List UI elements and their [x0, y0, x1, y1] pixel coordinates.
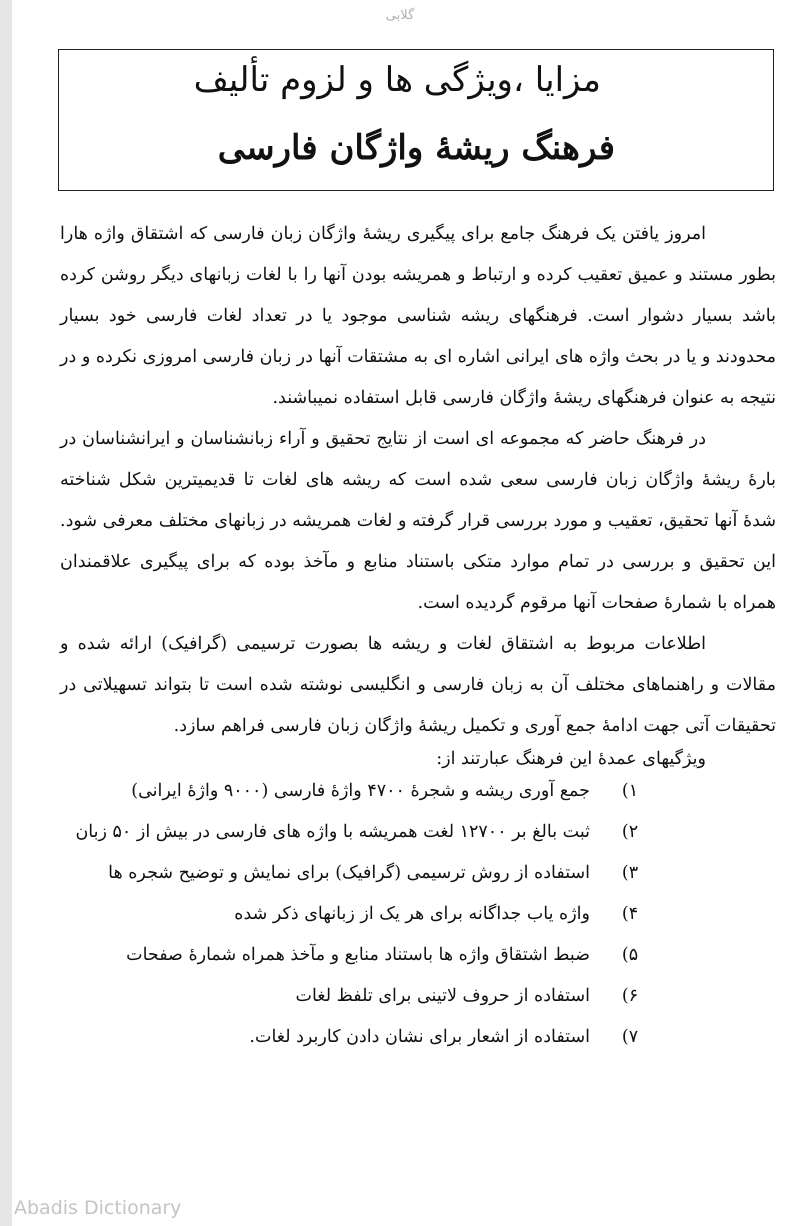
list-item — [60, 935, 776, 976]
page-header-label: گلابی — [385, 8, 415, 23]
list-item — [60, 1017, 776, 1058]
feature-text: ضبط اشتقاق واژه ها باستناد منابع و مآخذ همراه شمارهٔ صفحات — [126, 945, 590, 965]
feature-text: ثبت بالغ بر ۱۲۷۰۰ لغت همریشه با واژه های فارسی در بیش از ۵۰ زبان — [75, 822, 590, 842]
feature-number: ۵) — [621, 945, 639, 965]
feature-text: جمع آوری ریشه و شجرهٔ ۴۷۰۰ واژهٔ فارسی (۹۰۰۰ واژهٔ ایرانی) — [131, 781, 590, 801]
title-line-2: فرهنگ ریشهٔ واژگان فارسی — [217, 128, 615, 168]
list-item — [60, 812, 776, 853]
article-body — [60, 214, 776, 1058]
feature-text: استفاده از روش ترسیمی (گرافیک) برای نمایش و توضیح شجره ها — [108, 863, 590, 883]
feature-number: ۴) — [621, 904, 639, 924]
title-box — [58, 49, 774, 191]
feature-text: استفاده از اشعار برای نشان دادن کاربرد لغات. — [249, 1027, 590, 1047]
paragraph-graphics: اطلاعات مربوط به اشتقاق لغات و ریشه ها بصورت ترسیمی (گرافیک) ارائه شده و مقالات و راهنماهای مختلف آن به زبان فارسی و انگلیسی نوشته شده است تا بتواند تسهیلاتی در تحقیقات آتی جهت ادامهٔ جمع آوری و تکمیل ریشهٔ واژگان زبان فارسی فراهم سازد. — [60, 634, 776, 736]
footer-brand-watermark: Abadis Dictionary — [14, 1197, 182, 1219]
list-item — [60, 894, 776, 935]
feature-number: ۷) — [621, 1027, 639, 1047]
list-item — [60, 976, 776, 1017]
feature-number: ۳) — [621, 863, 639, 883]
feature-number: ۲) — [621, 822, 639, 842]
features-heading: ویژگیهای عمدهٔ این فرهنگ عبارتند از: — [436, 749, 706, 769]
feature-text: استفاده از حروف لاتینی برای تلفظ لغات — [295, 986, 590, 1006]
feature-number: ۱) — [621, 781, 639, 801]
paragraph-intro: امروز یافتن یک فرهنگ جامع برای پیگیری ریشهٔ واژگان زبان فارسی که اشتقاق واژه هارا بطور مستند و عمیق تعقیب کرده و ارتباط و همریشه بودن آنها را با لغات زبانهای دیگر روشن کرده باشد بسیار دشوار است. فرهنگهای ریشه شناسی موجود یا در تعداد لغات فارسی خود بسیار محدودند و یا در بحث واژه های ایرانی اشاره ای به مشتقات آنها در زبان فارسی امروزی نکرده و در نتیجه به عنوان فرهنگهای ریشهٔ واژگان فارسی قابل استفاده نمیباشند. — [60, 224, 776, 408]
list-item — [60, 771, 776, 812]
feature-number: ۶) — [621, 986, 639, 1006]
paragraph-research: در فرهنگ حاضر که مجموعه ای است از نتایج تحقیق و آراء زبانشناسان و ایرانشناسان در بارهٔ ریشهٔ واژگان زبان فارسی سعی شده است که ریشه های لغات تا قدیمیترین شکل شناخته شدهٔ آنها تحقیق، تعقیب و مورد بررسی قرار گرفته و لغات همریشه در زبانهای مختلف معرفی شود. این تحقیق و بررسی در تمام موارد متکی باستناد منابع و مآخذ بوده که برای پیگیری علاقمندان همراه با شمارهٔ صفحات آنها مرقوم گردیده است. — [60, 429, 776, 613]
title-line-1: مزایا ،ویژگی ها و لزوم تألیف — [193, 60, 601, 100]
list-item — [60, 853, 776, 894]
left-margin-strip — [0, 0, 12, 1226]
feature-list — [60, 771, 776, 1058]
feature-text: واژه یاب جداگانه برای هر یک از زبانهای ذکر شده — [234, 904, 590, 924]
